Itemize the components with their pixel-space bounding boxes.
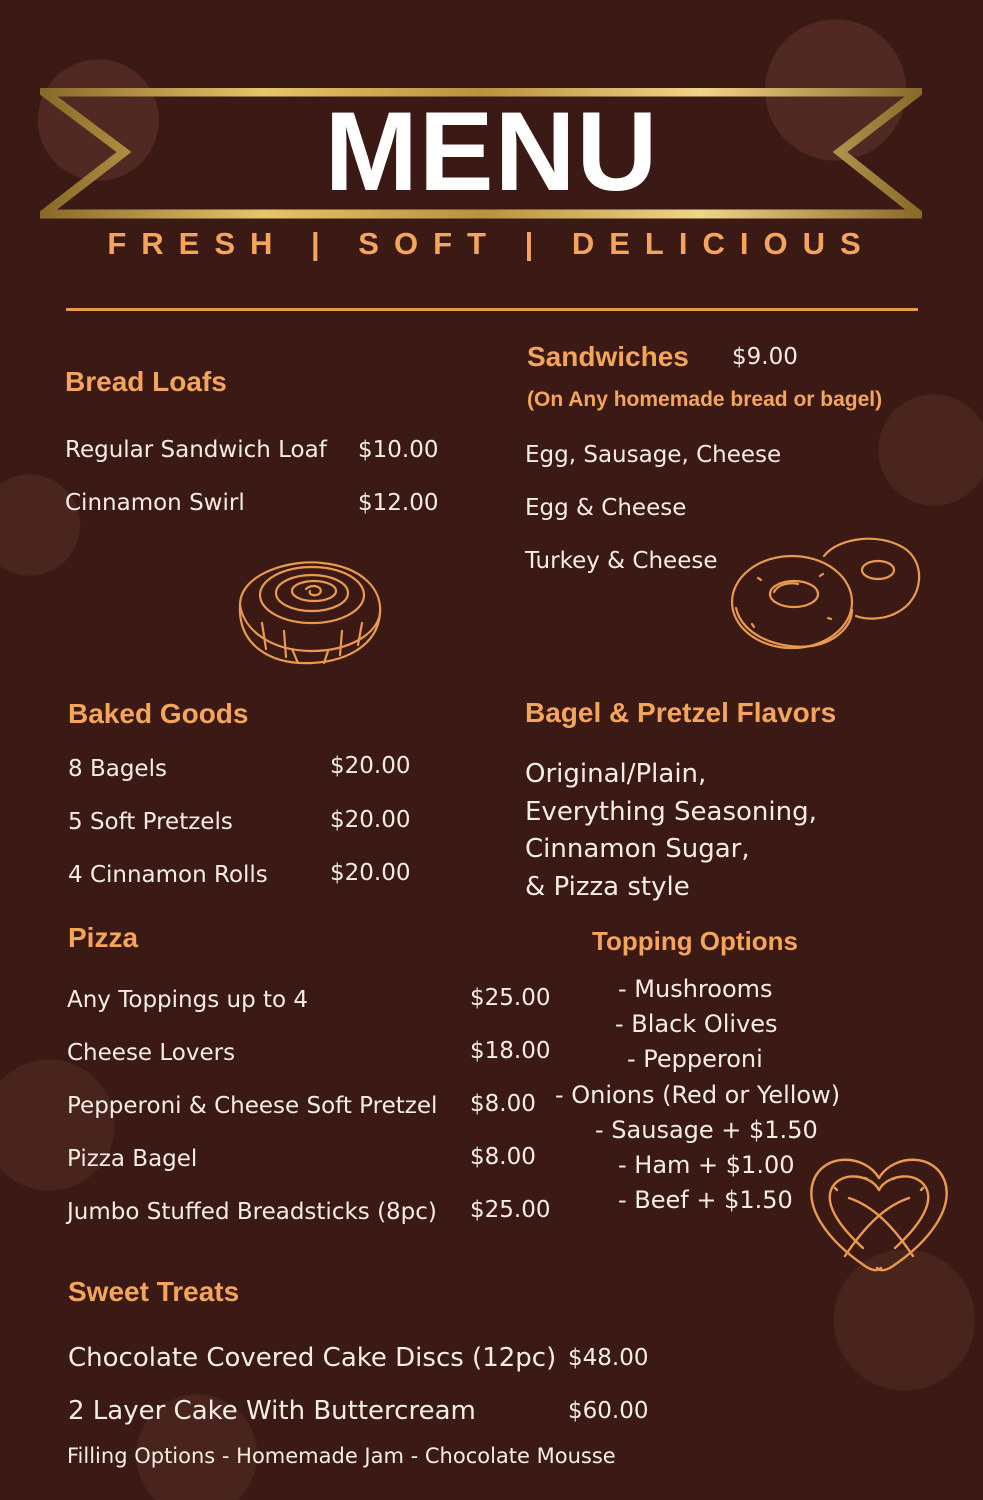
menu-item-name: 2 Layer Cake With Buttercream bbox=[68, 1396, 476, 1426]
menu-item-name: Pepperoni & Cheese Soft Pretzel bbox=[67, 1093, 438, 1119]
toppings-heading: Topping Options bbox=[592, 926, 799, 956]
sweet-treats-heading: Sweet Treats bbox=[68, 1276, 240, 1307]
menu-title: MENU bbox=[324, 89, 659, 214]
sandwich-item: Egg, Sausage, Cheese bbox=[525, 442, 782, 468]
menu-item-name: Chocolate Covered Cake Discs (12pc) bbox=[68, 1343, 557, 1373]
header-divider bbox=[66, 308, 918, 311]
filling-options-note: Filling Options - Homemade Jam - Chocolate Mousse bbox=[67, 1444, 616, 1468]
topping-item: - Beef + $1.50 bbox=[618, 1186, 793, 1215]
topping-item: - Pepperoni bbox=[627, 1045, 763, 1074]
topping-item: - Ham + $1.00 bbox=[618, 1151, 795, 1180]
menu-item-name: 8 Bagels bbox=[68, 756, 167, 782]
menu-item-name: 5 Soft Pretzels bbox=[68, 809, 233, 835]
menu-item-price: $8.00 bbox=[470, 1144, 536, 1170]
menu-item-price: $20.00 bbox=[330, 753, 411, 779]
menu-item-price: $60.00 bbox=[568, 1398, 649, 1424]
menu-item-price: $25.00 bbox=[470, 985, 551, 1011]
topping-item: - Onions (Red or Yellow) bbox=[555, 1080, 841, 1109]
topping-item: - Mushrooms bbox=[618, 975, 773, 1003]
flavor-item: Cinnamon Sugar, bbox=[525, 834, 750, 864]
menu-item-name: Pizza Bagel bbox=[67, 1146, 198, 1172]
menu-item-name: Jumbo Stuffed Breadsticks (8pc) bbox=[67, 1199, 437, 1225]
cinnamon-roll-icon bbox=[232, 553, 386, 669]
menu-item-name: Regular Sandwich Loaf bbox=[65, 437, 327, 463]
bread-loafs-heading: Bread Loafs bbox=[65, 366, 227, 397]
menu-item-price: $10.00 bbox=[358, 437, 439, 463]
flavor-item: & Pizza style bbox=[525, 871, 690, 902]
menu-item-name: 4 Cinnamon Rolls bbox=[68, 862, 268, 888]
flavor-item: Original/Plain, bbox=[525, 759, 707, 789]
sandwiches-price: $9.00 bbox=[732, 344, 798, 370]
menu-item-price: $25.00 bbox=[470, 1197, 551, 1223]
menu-item-price: $48.00 bbox=[568, 1345, 649, 1371]
tagline: FRESH | SOFT | DELICIOUS bbox=[107, 226, 876, 261]
sandwiches-note: (On Any homemade bread or bagel) bbox=[527, 388, 883, 411]
menu-item-price: $8.00 bbox=[470, 1091, 536, 1117]
menu-item-price: $20.00 bbox=[330, 860, 411, 886]
pizza-heading: Pizza bbox=[68, 922, 139, 953]
baked-goods-heading: Baked Goods bbox=[68, 698, 249, 729]
pretzel-icon bbox=[805, 1148, 953, 1278]
menu-item-price: $18.00 bbox=[470, 1038, 551, 1064]
flavors-heading: Bagel & Pretzel Flavors bbox=[525, 697, 837, 728]
menu-item-name: Cinnamon Swirl bbox=[65, 490, 245, 516]
topping-item: - Black Olives bbox=[615, 1010, 778, 1039]
sandwich-item: Egg & Cheese bbox=[525, 495, 687, 521]
menu-item-price: $12.00 bbox=[358, 490, 439, 516]
menu-item-name: Any Toppings up to 4 bbox=[67, 987, 309, 1013]
flavors-list bbox=[525, 756, 817, 906]
topping-item: - Sausage + $1.50 bbox=[595, 1115, 818, 1144]
sandwich-item: Turkey & Cheese bbox=[525, 548, 718, 574]
bagel-icon bbox=[728, 528, 926, 656]
menu-item-name: Cheese Lovers bbox=[67, 1040, 236, 1066]
menu-item-price: $20.00 bbox=[330, 807, 411, 833]
sandwiches-heading: Sandwiches bbox=[527, 341, 689, 372]
flavor-item: Everything Seasoning, bbox=[525, 796, 817, 827]
